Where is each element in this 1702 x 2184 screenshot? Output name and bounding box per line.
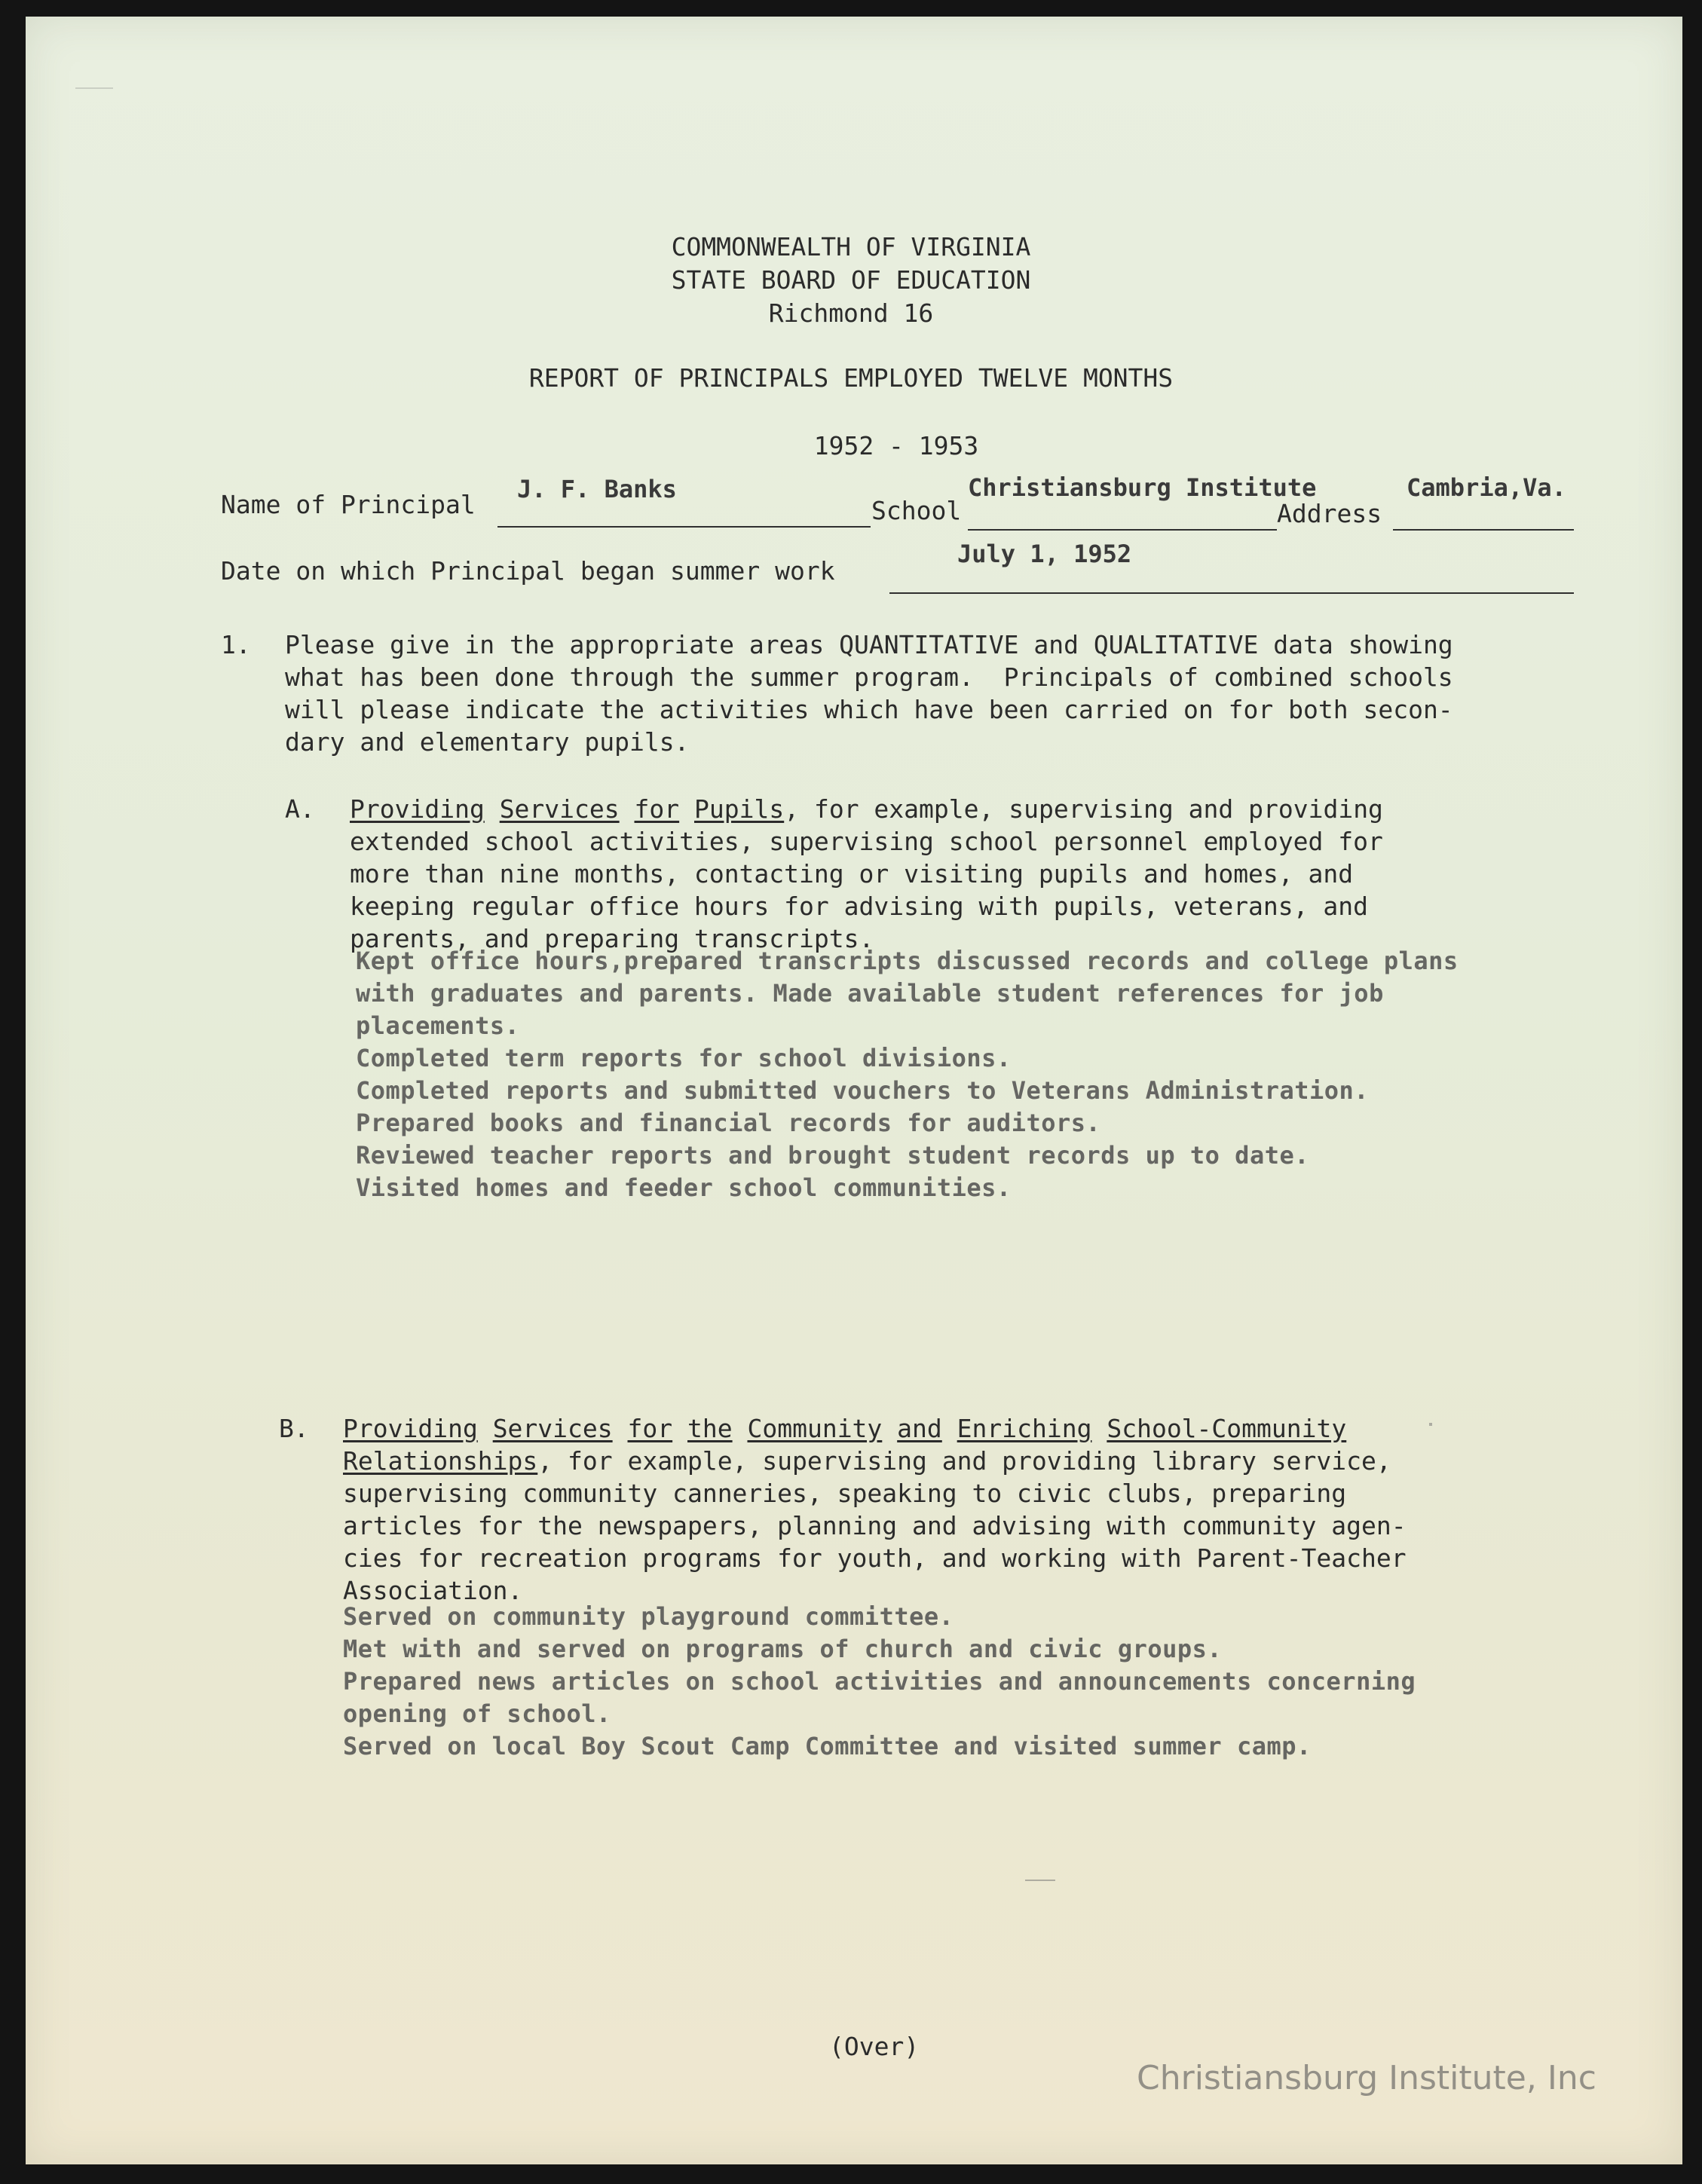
report-title: REPORT OF PRINCIPALS EMPLOYED TWELVE MONTHS [528,363,1174,393]
principal-label: Name of Principal [221,490,476,519]
section-a-responses: Kept office hours,prepared transcripts discussed records and college plans with graduates and parents. Made available student references for job placements. Completed term reports for school divisions. Completed reports and submitted vouchers to Veterans Administration. Prepared books and financial records for auditors. Reviewed teacher reports and brought student records up to date. Visited homes and feeder school communities. [356,947,1459,1202]
school-underline [968,529,1277,531]
header-line-3: Richmond 16 [768,298,934,328]
address-label: Address [1277,499,1382,528]
date-underline [889,592,1574,594]
paper-speck [75,87,113,89]
section-b-letter: B. [279,1414,309,1443]
paper-speck [1429,1423,1432,1426]
header-line-1: COMMONWEALTH OF VIRGINIA [671,232,1031,262]
school-value: Christiansburg Institute [968,473,1317,502]
watermark: Christiansburg Institute, Inc [1137,2059,1596,2097]
section-b-prompt: Providing Services for the Community and Enriching School-Community Relationships, for example, supervising and providing library service, supervising community canneries, speaking to civic clubs, preparing articles for the newspapers, planning and advising with community agen- cies for recreation programs for youth, and working with Parent-Teacher Association. [343,1414,1407,1605]
over-note: (Over) [829,2032,920,2061]
header-line-2: STATE BOARD OF EDUCATION [671,265,1031,295]
section-a-letter: A. [285,794,315,824]
school-label: School [871,496,962,525]
section-b-responses: Served on community playground committee. Met with and served on programs of church and civic groups. Prepared news articles on school activities and announcements concerning opening of school. Served on local Boy Scout Camp Committee and visited summer camp. [343,1602,1416,1760]
address-value: Cambria,Va. [1407,473,1566,502]
address-underline [1393,529,1574,531]
date-label: Date on which Principal began summer work [221,556,835,586]
section-a-prompt: Providing Services for Pupils, for example, supervising and providing extended school activities, supervising school personnel employed for more than nine months, contacting or visiting pupils and homes, and keeping regular office hours for advising with pupils, veterans, and parents, and preparing transcripts. [350,794,1383,953]
date-value: July 1, 1952 [957,540,1132,568]
principal-underline [497,526,871,528]
question-number: 1. [221,630,251,659]
principal-value: J. F. Banks [517,475,677,503]
report-year: 1952 - 1953 [813,431,979,460]
question1-text: Please give in the appropriate areas QUANTITATIVE and QUALITATIVE data showing what has been done through the summer program. Principals of combined schools will please indicate the activities which have been carried on for both secon- dary and elementary pupils. [285,630,1453,757]
paper-speck [1025,1880,1055,1881]
